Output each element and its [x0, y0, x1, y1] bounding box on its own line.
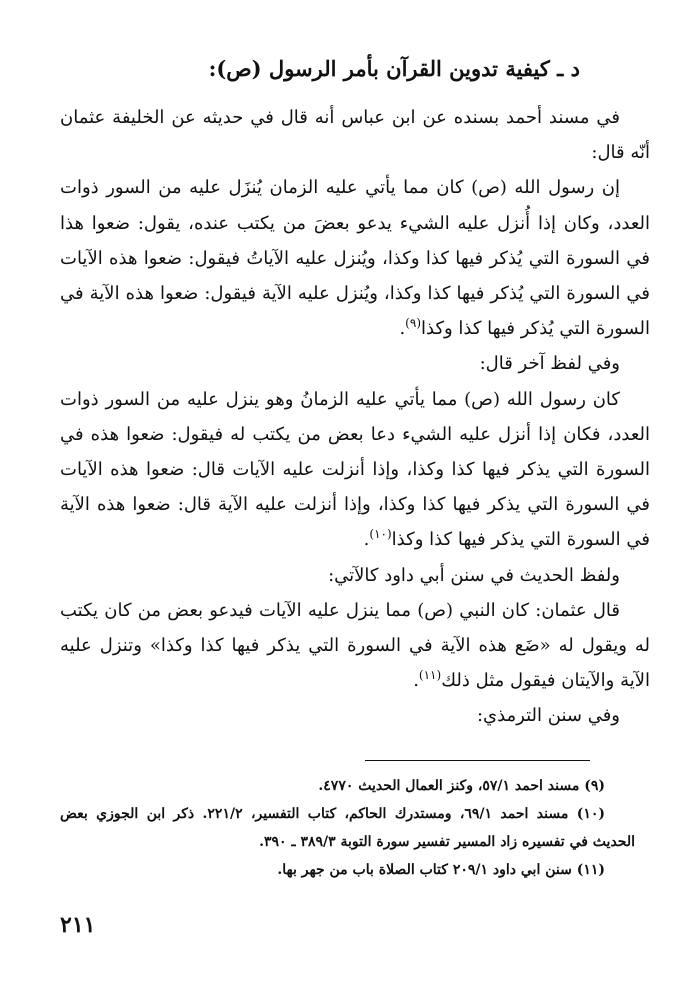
hadith-2-text: كان رسول الله (ص) مما يأتي عليه الزمانُ وهو ينزل عليه من السور ذوات العدد، فكان إذا أنزل عليه الشيء دعا بعض من يكتب له فيقول: ضعوا هذه في السورة التي يذكر فيها كذا وكذا، وإذا أنزلت عليه الآيات قال: ضعوا هذه الآيات في السورة التي يذكر فيها كذا وكذا، وإذا أنزلت عليه الآية قال: ضعوا هذه الآية في السورة التي يذكر فيها كذا وكذا — [60, 388, 650, 551]
paragraph-hadith-3 — [60, 593, 650, 699]
hadith-3-text: قال عثمان: كان النبي (ص) مما ينزل عليه الآيات فيدعو بعض من كان يكتب له ويقول له «ضَع هذه الآية في السورة التي يذكر فيها كذا وكذا» وتنزل عليه الآية والآيتان فيقول مثل ذلك — [60, 599, 650, 692]
footnote-9: (٩) مسند احمد ٥٧/١، وكنز العمال الحديث ٤٧٧٠. — [318, 778, 605, 794]
note-ref-10: (١٠) — [369, 527, 392, 542]
footnotes — [60, 772, 635, 884]
paragraph-intro: في مسند أحمد بسنده عن ابن عباس أنه قال في حديثه عن الخليفة عثمان أنّه قال: — [60, 107, 650, 164]
footnote-10: (١٠) مسند احمد ٦٩/١، ومستدرك الحاكم، كتاب التفسير، ٢٢١/٢. ذكر ابن الجوزي بعض الحديث في تفسيره زاد المسير تفسير سورة التوبة ٣٨٩/٣ ـ ٣٩٠. — [60, 806, 635, 850]
paragraph-hadith-2 — [60, 382, 650, 558]
footnote-divider — [365, 760, 590, 761]
paragraph-abu-dawud-intro: ولفظ الحديث في سنن أبي داود كالآتي: — [328, 564, 620, 586]
paragraph-hadith-1 — [60, 170, 650, 346]
section-heading: د ـ كيفية تدوين القرآن بأمر الرسول (ص): — [208, 56, 580, 81]
footnote-11: (١١) سنن ابي داود ٢٠٩/١ كتاب الصلاة باب من جهر بها. — [277, 862, 605, 878]
hadith-1-text: إن رسول الله (ص) كان مما يأتي عليه الزمان يُنزَل عليه من السور ذوات العدد، وكان إذا أُنزل عليه الشيء يدعو بعضَ من يكتب عنده، يقول: ضعوا هذا في السورة التي يُذكر فيها كذا وكذا، ويُنزل عليه الآياتُ فيقول: ضعوا هذه الآيات في السورة التي يُذكر فيها كذا وكذا، ويُنزل عليه الآية فيقول: ضعوا هذه الآية في السورة التي يُذكر فيها كذا وكذا — [60, 177, 650, 340]
note-ref-11: (١١) — [418, 668, 442, 683]
hadith-2-end: . — [363, 529, 370, 551]
hadith-1-end: . — [399, 318, 406, 340]
note-ref-9: (٩) — [405, 316, 421, 331]
page-number: ٢١١ — [60, 912, 96, 938]
body-text — [60, 100, 650, 734]
hadith-3-end: . — [413, 670, 419, 692]
paragraph-another-wording: وفي لفظ آخر قال: — [479, 353, 620, 375]
paragraph-tirmidhi-intro: وفي سنن الترمذي: — [476, 705, 620, 727]
